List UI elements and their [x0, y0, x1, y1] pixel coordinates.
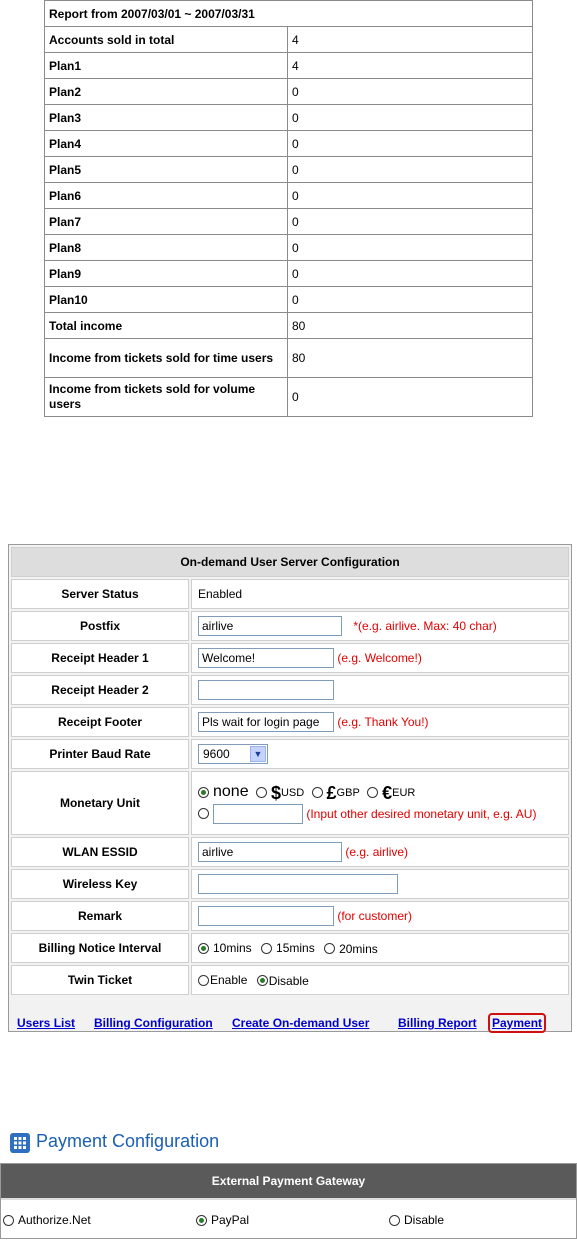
radio-gbp[interactable]	[312, 787, 323, 798]
receipt-header-1-hint: (e.g. Welcome!)	[337, 651, 422, 665]
server-status-value: Enabled	[191, 579, 569, 609]
wireless-key-input[interactable]	[198, 874, 398, 894]
postfix-label: Postfix	[11, 611, 189, 641]
wlan-essid-label: WLAN ESSID	[11, 837, 189, 867]
radio-none[interactable]	[198, 787, 209, 798]
report-label: Total income	[45, 313, 288, 339]
postfix-hint: *(e.g. airlive. Max: 40 char)	[353, 619, 497, 633]
gbp-label: GBP	[336, 787, 360, 800]
pound-icon: £	[326, 782, 337, 803]
report-label: Plan10	[45, 287, 288, 313]
billing-report-table	[44, 0, 533, 417]
wireless-key-label: Wireless Key	[11, 869, 189, 899]
grid-icon	[10, 1133, 30, 1153]
report-value: 0	[288, 235, 533, 261]
external-payment-gateway-panel	[0, 1163, 577, 1239]
report-label: Plan7	[45, 209, 288, 235]
wlan-essid-input[interactable]: airlive	[198, 842, 342, 862]
billing-report-link[interactable]: Billing Report	[398, 1016, 477, 1030]
gateway-header: External Payment Gateway	[1, 1164, 576, 1200]
on-demand-config-panel	[8, 544, 572, 1032]
report-value: 80	[288, 339, 533, 378]
remark-input[interactable]	[198, 906, 334, 926]
baud-rate-select[interactable]	[198, 744, 268, 764]
paypal-label: PayPal	[211, 1213, 250, 1227]
authorize-label: Authorize.Net	[18, 1213, 91, 1227]
receipt-header-2-input[interactable]	[198, 680, 334, 700]
authorize-option[interactable]	[3, 1213, 91, 1227]
server-status-label: Server Status	[11, 579, 189, 609]
baud-rate-value: 9600	[203, 747, 230, 761]
report-value: 0	[288, 261, 533, 287]
billing-notice-label: Billing Notice Interval	[11, 933, 189, 963]
receipt-header-2-label: Receipt Header 2	[11, 675, 189, 705]
radio-other[interactable]	[198, 808, 209, 819]
report-label: Plan1	[45, 53, 288, 79]
billing-configuration-link[interactable]: Billing Configuration	[94, 1016, 213, 1030]
radio-disable-gateway[interactable]	[389, 1215, 400, 1226]
report-label: Plan8	[45, 235, 288, 261]
receipt-header-1-label: Receipt Header 1	[11, 643, 189, 673]
report-value: 0	[288, 183, 533, 209]
euro-icon: €	[382, 782, 393, 803]
report-value: 4	[288, 27, 533, 53]
radio-enable[interactable]	[198, 975, 209, 986]
wlan-essid-hint: (e.g. airlive)	[345, 845, 409, 859]
report-label: Income from tickets sold for volume users	[45, 378, 288, 417]
report-label: Plan5	[45, 157, 288, 183]
report-label: Income from tickets sold for time users	[45, 339, 288, 378]
report-label: Plan6	[45, 183, 288, 209]
report-value: 0	[288, 378, 533, 417]
none-label: none	[213, 783, 249, 801]
disable-option[interactable]	[389, 1213, 444, 1227]
radio-20mins[interactable]	[324, 943, 335, 954]
report-title: Report from 2007/03/01 ~ 2007/03/31	[45, 1, 533, 27]
printer-baud-rate-label: Printer Baud Rate	[11, 739, 189, 769]
receipt-footer-input[interactable]: Pls wait for login page	[198, 712, 334, 732]
remark-label: Remark	[11, 901, 189, 931]
receipt-footer-hint: (e.g. Thank You!)	[337, 715, 429, 729]
other-unit-hint: (Input other desired monetary unit, e.g. AU)	[306, 806, 537, 821]
usd-label: USD	[280, 787, 305, 800]
config-header: On-demand User Server Configuration	[11, 547, 569, 577]
report-value: 0	[288, 131, 533, 157]
report-value: 4	[288, 53, 533, 79]
eur-label: EUR	[392, 787, 416, 800]
radio-10mins[interactable]	[198, 943, 209, 954]
report-value: 0	[288, 157, 533, 183]
radio-eur[interactable]	[367, 787, 378, 798]
monetary-unit-label: Monetary Unit	[11, 771, 189, 835]
radio-disable[interactable]	[257, 975, 268, 986]
disable-gateway-label: Disable	[404, 1213, 445, 1227]
report-value: 0	[288, 105, 533, 131]
radio-usd[interactable]	[256, 787, 267, 798]
other-unit-input[interactable]	[213, 804, 303, 824]
enable-label: Enable	[210, 973, 248, 988]
report-value: 0	[288, 79, 533, 105]
postfix-input[interactable]: airlive	[198, 616, 342, 636]
radio-authorize[interactable]	[3, 1215, 14, 1226]
twin-ticket-label: Twin Ticket	[11, 965, 189, 995]
report-value: 0	[288, 287, 533, 313]
dollar-icon: $	[270, 782, 281, 803]
report-label: Plan9	[45, 261, 288, 287]
create-on-demand-user-link[interactable]: Create On-demand User	[232, 1016, 370, 1030]
report-label: Plan4	[45, 131, 288, 157]
opt-20mins-label: 20mins	[339, 941, 378, 956]
remark-hint: (for customer)	[337, 909, 413, 923]
radio-15mins[interactable]	[261, 943, 272, 954]
users-list-link[interactable]: Users List	[17, 1016, 76, 1030]
opt-10mins-label: 10mins	[213, 941, 252, 956]
report-label: Accounts sold in total	[45, 27, 288, 53]
report-label: Plan3	[45, 105, 288, 131]
report-label: Plan2	[45, 79, 288, 105]
report-value: 0	[288, 209, 533, 235]
receipt-footer-label: Receipt Footer	[11, 707, 189, 737]
disable-label: Disable	[268, 973, 309, 988]
payment-link[interactable]: Payment	[488, 1013, 546, 1033]
bottom-link-bar	[8, 1002, 572, 1032]
radio-paypal[interactable]	[196, 1215, 207, 1226]
report-value: 80	[288, 313, 533, 339]
chevron-down-icon[interactable]: ▼	[250, 746, 266, 762]
receipt-header-1-input[interactable]: Welcome!	[198, 648, 334, 668]
paypal-option[interactable]	[196, 1213, 249, 1227]
payment-configuration-title: Payment Configuration	[36, 1131, 220, 1151]
opt-15mins-label: 15mins	[276, 941, 315, 956]
